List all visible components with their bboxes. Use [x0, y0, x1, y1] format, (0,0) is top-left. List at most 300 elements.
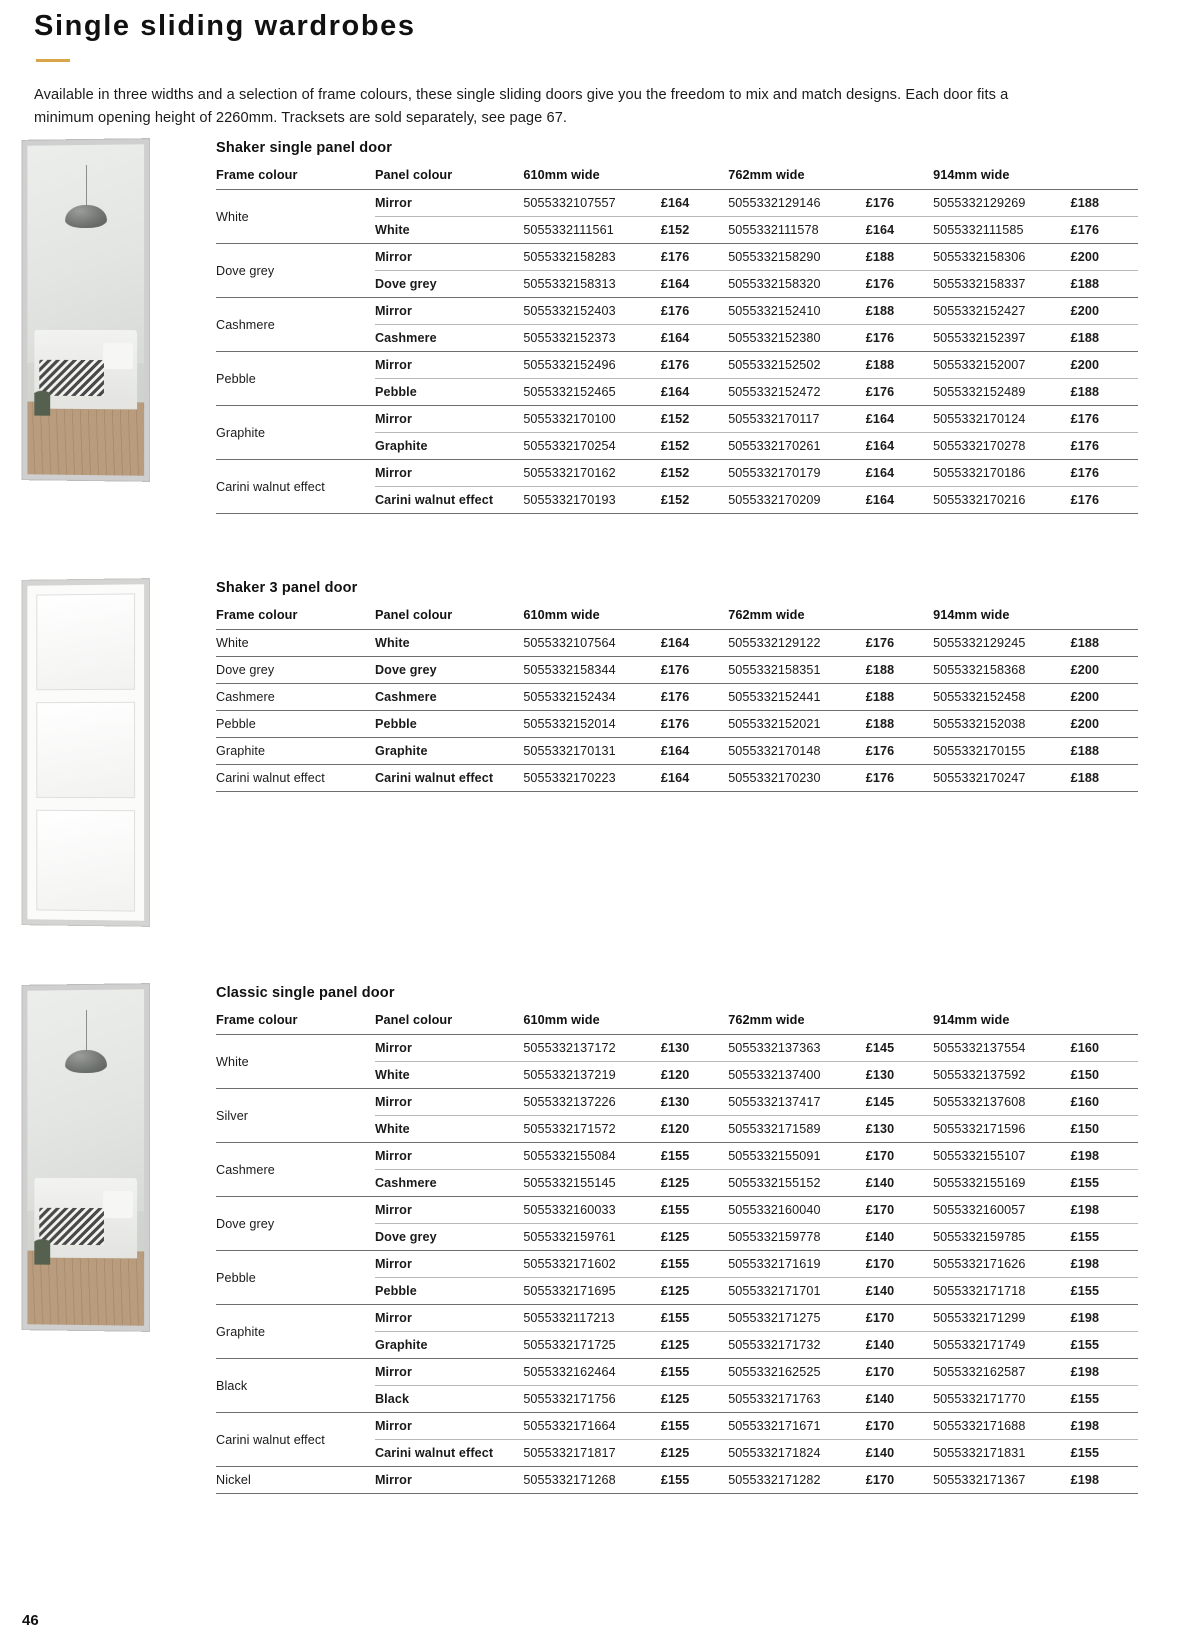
cell-price-914: £200 — [1071, 352, 1138, 379]
cell-price-762: £145 — [866, 1089, 933, 1116]
table-row — [216, 1359, 1138, 1386]
cell-code-762: 5055332137363 — [728, 1035, 866, 1062]
cell-frame-colour: Graphite — [216, 406, 375, 460]
cell-price-762: £140 — [866, 1386, 933, 1413]
cell-code-762: 5055332170117 — [728, 406, 866, 433]
cell-panel-colour: White — [375, 1062, 523, 1089]
cell-panel-colour: Mirror — [375, 1467, 523, 1494]
cell-panel-colour: Mirror — [375, 406, 523, 433]
cell-code-762: 5055332170230 — [728, 765, 866, 792]
cell-code-762: 5055332171282 — [728, 1467, 866, 1494]
cell-price-914: £188 — [1071, 379, 1138, 406]
cell-price-762: £130 — [866, 1062, 933, 1089]
cell-price-762: £170 — [866, 1197, 933, 1224]
cell-frame-colour: Cashmere — [216, 1143, 375, 1197]
cell-panel-colour: Mirror — [375, 1089, 523, 1116]
table-row — [216, 190, 1138, 217]
cell-frame-colour: Pebble — [216, 711, 375, 738]
price-table-classic-single-panel — [216, 1013, 1138, 1494]
cell-price-914: £198 — [1071, 1197, 1138, 1224]
cell-price-914: £188 — [1071, 271, 1138, 298]
cell-price-610: £152 — [661, 487, 728, 514]
cell-price-762: £188 — [866, 711, 933, 738]
cell-price-610: £155 — [661, 1197, 728, 1224]
cell-price-914: £188 — [1071, 765, 1138, 792]
cell-price-610: £125 — [661, 1224, 728, 1251]
table-body — [216, 190, 1138, 514]
cell-panel-colour: Cashmere — [375, 684, 523, 711]
cell-price-914: £188 — [1071, 325, 1138, 352]
cell-panel-colour: Cashmere — [375, 325, 523, 352]
cell-code-762: 5055332160040 — [728, 1197, 866, 1224]
cell-code-762: 5055332129122 — [728, 630, 866, 657]
cell-panel-colour: Mirror — [375, 352, 523, 379]
cell-frame-colour: Pebble — [216, 1251, 375, 1305]
cell-code-914: 5055332159785 — [933, 1224, 1071, 1251]
page-number: 46 — [22, 1612, 39, 1629]
cell-price-762: £140 — [866, 1224, 933, 1251]
cell-code-914: 5055332171367 — [933, 1467, 1071, 1494]
cell-price-610: £130 — [661, 1089, 728, 1116]
cell-price-914: £188 — [1071, 738, 1138, 765]
cell-price-762: £130 — [866, 1116, 933, 1143]
cell-code-610: 5055332162464 — [523, 1359, 661, 1386]
cell-code-762: 5055332171275 — [728, 1305, 866, 1332]
cell-code-610: 5055332152434 — [523, 684, 661, 711]
cell-code-914: 5055332137608 — [933, 1089, 1071, 1116]
cell-price-914: £176 — [1071, 217, 1138, 244]
cell-code-762: 5055332158290 — [728, 244, 866, 271]
cell-price-914: £176 — [1071, 433, 1138, 460]
cell-code-610: 5055332111561 — [523, 217, 661, 244]
cell-code-610: 5055332158283 — [523, 244, 661, 271]
cell-code-762: 5055332162525 — [728, 1359, 866, 1386]
cell-code-914: 5055332171596 — [933, 1116, 1071, 1143]
cell-code-914: 5055332155169 — [933, 1170, 1071, 1197]
cell-code-914: 5055332152458 — [933, 684, 1071, 711]
cell-code-762: 5055332137400 — [728, 1062, 866, 1089]
cell-price-914: £155 — [1071, 1224, 1138, 1251]
cell-frame-colour: White — [216, 190, 375, 244]
cell-frame-colour: Carini walnut effect — [216, 765, 375, 792]
cell-price-610: £152 — [661, 433, 728, 460]
cell-price-610: £152 — [661, 460, 728, 487]
cell-code-610: 5055332170193 — [523, 487, 661, 514]
cell-price-762: £170 — [866, 1467, 933, 1494]
table-row — [216, 738, 1138, 765]
header-762mm: 762mm wide — [728, 608, 933, 630]
cell-price-762: £164 — [866, 217, 933, 244]
cell-code-914: 5055332171749 — [933, 1332, 1071, 1359]
cell-price-610: £164 — [661, 630, 728, 657]
cell-code-762: 5055332171824 — [728, 1440, 866, 1467]
pillow-shape — [103, 343, 133, 370]
header-panel-colour: Panel colour — [375, 608, 523, 630]
pendant-lamp-cord-icon — [86, 1010, 87, 1052]
cell-code-762: 5055332152472 — [728, 379, 866, 406]
cell-code-610: 5055332171572 — [523, 1116, 661, 1143]
cell-price-762: £188 — [866, 352, 933, 379]
cell-code-914: 5055332158337 — [933, 271, 1071, 298]
cell-frame-colour: Carini walnut effect — [216, 1413, 375, 1467]
product-image-shaker-single-panel — [22, 140, 182, 480]
header-610mm: 610mm wide — [523, 608, 728, 630]
cell-price-610: £120 — [661, 1116, 728, 1143]
cell-code-914: 5055332137554 — [933, 1035, 1071, 1062]
cell-frame-colour: Pebble — [216, 352, 375, 406]
cell-price-610: £164 — [661, 765, 728, 792]
header-frame-colour: Frame colour — [216, 1013, 375, 1035]
cell-code-610: 5055332137172 — [523, 1035, 661, 1062]
cell-price-914: £198 — [1071, 1143, 1138, 1170]
cell-frame-colour: Graphite — [216, 1305, 375, 1359]
cell-frame-colour: Dove grey — [216, 657, 375, 684]
cell-code-914: 5055332170247 — [933, 765, 1071, 792]
cell-code-914: 5055332162587 — [933, 1359, 1071, 1386]
cell-price-610: £176 — [661, 684, 728, 711]
cell-code-762: 5055332170261 — [728, 433, 866, 460]
cell-price-610: £176 — [661, 657, 728, 684]
price-table-shaker-3-panel — [216, 608, 1138, 792]
table-row — [216, 1413, 1138, 1440]
cell-code-762: 5055332152380 — [728, 325, 866, 352]
cell-frame-colour: Nickel — [216, 1467, 375, 1494]
cell-code-762: 5055332152021 — [728, 711, 866, 738]
cell-price-762: £145 — [866, 1035, 933, 1062]
cell-frame-colour: Silver — [216, 1089, 375, 1143]
cell-price-914: £150 — [1071, 1062, 1138, 1089]
cell-code-610: 5055332171268 — [523, 1467, 661, 1494]
cell-code-610: 5055332152403 — [523, 298, 661, 325]
cell-code-762: 5055332111578 — [728, 217, 866, 244]
cell-price-762: £140 — [866, 1440, 933, 1467]
cell-code-762: 5055332137417 — [728, 1089, 866, 1116]
cell-price-914: £150 — [1071, 1116, 1138, 1143]
cell-panel-colour: Graphite — [375, 738, 523, 765]
cell-code-914: 5055332137592 — [933, 1062, 1071, 1089]
cell-code-914: 5055332152427 — [933, 298, 1071, 325]
cell-price-610: £155 — [661, 1359, 728, 1386]
cell-code-610: 5055332171725 — [523, 1332, 661, 1359]
cell-code-762: 5055332158320 — [728, 271, 866, 298]
mirror-door-illustration — [22, 984, 149, 1331]
cell-panel-colour: Carini walnut effect — [375, 765, 523, 792]
cell-code-610: 5055332152373 — [523, 325, 661, 352]
table-title: Shaker single panel door — [216, 140, 393, 156]
cell-price-610: £176 — [661, 711, 728, 738]
cell-panel-colour: Mirror — [375, 244, 523, 271]
cell-code-762: 5055332152502 — [728, 352, 866, 379]
cell-price-610: £155 — [661, 1251, 728, 1278]
cell-price-914: £200 — [1071, 657, 1138, 684]
cell-frame-colour: Dove grey — [216, 244, 375, 298]
cell-price-762: £140 — [866, 1278, 933, 1305]
plant-icon — [34, 372, 50, 415]
cell-code-914: 5055332152489 — [933, 379, 1071, 406]
cell-code-762: 5055332171732 — [728, 1332, 866, 1359]
cell-price-762: £164 — [866, 406, 933, 433]
product-image-shaker-3-panel — [22, 580, 182, 925]
cell-price-914: £160 — [1071, 1035, 1138, 1062]
table-row — [216, 711, 1138, 738]
cell-code-762: 5055332155091 — [728, 1143, 866, 1170]
cell-price-762: £176 — [866, 325, 933, 352]
pendant-lamp-icon — [65, 205, 107, 228]
cell-price-762: £176 — [866, 190, 933, 217]
title-accent-rule — [36, 59, 70, 62]
cell-code-914: 5055332171299 — [933, 1305, 1071, 1332]
cell-panel-colour: Mirror — [375, 1035, 523, 1062]
table-row — [216, 352, 1138, 379]
cell-code-762: 5055332171763 — [728, 1386, 866, 1413]
cell-code-762: 5055332155152 — [728, 1170, 866, 1197]
pillow-shape — [103, 1191, 133, 1218]
cell-code-610: 5055332137226 — [523, 1089, 661, 1116]
cell-panel-colour: Mirror — [375, 1413, 523, 1440]
cell-code-762: 5055332158351 — [728, 657, 866, 684]
table-row — [216, 1305, 1138, 1332]
cell-code-914: 5055332171718 — [933, 1278, 1071, 1305]
cell-code-610: 5055332170131 — [523, 738, 661, 765]
cell-frame-colour: Dove grey — [216, 1197, 375, 1251]
cell-code-610: 5055332159761 — [523, 1224, 661, 1251]
section-shaker-single-panel-door — [0, 140, 1186, 514]
cell-price-914: £200 — [1071, 684, 1138, 711]
section-classic-single-panel-door — [0, 985, 1186, 1494]
cell-price-610: £125 — [661, 1170, 728, 1197]
cell-code-914: 5055332152038 — [933, 711, 1071, 738]
cell-code-762: 5055332170209 — [728, 487, 866, 514]
cell-code-762: 5055332152441 — [728, 684, 866, 711]
table-row — [216, 1467, 1138, 1494]
cell-price-610: £125 — [661, 1332, 728, 1359]
table-block-1 — [216, 140, 1186, 514]
table-block-3 — [216, 985, 1186, 1494]
cell-price-762: £170 — [866, 1359, 933, 1386]
cell-frame-colour: Cashmere — [216, 684, 375, 711]
cell-code-914: 5055332111585 — [933, 217, 1071, 244]
header-914mm: 914mm wide — [933, 1013, 1138, 1035]
cell-panel-colour: Carini walnut effect — [375, 1440, 523, 1467]
cell-price-610: £155 — [661, 1467, 728, 1494]
cell-code-762: 5055332170179 — [728, 460, 866, 487]
table-row — [216, 1251, 1138, 1278]
cell-price-610: £164 — [661, 325, 728, 352]
cell-code-914: 5055332170124 — [933, 406, 1071, 433]
table-header-row — [216, 1013, 1138, 1035]
cell-price-914: £188 — [1071, 190, 1138, 217]
table-row — [216, 460, 1138, 487]
table-row — [216, 406, 1138, 433]
cell-price-914: £155 — [1071, 1278, 1138, 1305]
door-pane-top — [36, 593, 135, 690]
cell-code-762: 5055332171619 — [728, 1251, 866, 1278]
cell-code-914: 5055332160057 — [933, 1197, 1071, 1224]
table-row — [216, 1035, 1138, 1062]
cell-code-610: 5055332170223 — [523, 765, 661, 792]
cell-panel-colour: Graphite — [375, 1332, 523, 1359]
cell-price-762: £170 — [866, 1413, 933, 1440]
table-row — [216, 657, 1138, 684]
cell-price-762: £140 — [866, 1170, 933, 1197]
header-frame-colour: Frame colour — [216, 168, 375, 190]
cell-panel-colour: White — [375, 630, 523, 657]
table-row — [216, 1089, 1138, 1116]
header-762mm: 762mm wide — [728, 168, 933, 190]
cell-price-610: £152 — [661, 406, 728, 433]
cell-code-610: 5055332171817 — [523, 1440, 661, 1467]
cell-code-610: 5055332171695 — [523, 1278, 661, 1305]
cell-code-610: 5055332137219 — [523, 1062, 661, 1089]
cell-code-610: 5055332117213 — [523, 1305, 661, 1332]
pendant-lamp-icon — [65, 1050, 107, 1073]
mirror-reflection-scene — [27, 144, 144, 476]
cell-price-914: £188 — [1071, 630, 1138, 657]
cell-price-762: £176 — [866, 738, 933, 765]
cell-price-610: £164 — [661, 738, 728, 765]
cell-panel-colour: Mirror — [375, 298, 523, 325]
cell-price-914: £198 — [1071, 1467, 1138, 1494]
cell-code-610: 5055332170100 — [523, 406, 661, 433]
table-title: Shaker 3 panel door — [216, 580, 358, 596]
cell-price-914: £176 — [1071, 460, 1138, 487]
cell-code-610: 5055332152465 — [523, 379, 661, 406]
product-image-classic-single-panel — [22, 985, 182, 1330]
cell-price-914: £198 — [1071, 1251, 1138, 1278]
header-frame-colour: Frame colour — [216, 608, 375, 630]
cell-code-914: 5055332171831 — [933, 1440, 1071, 1467]
cell-price-610: £164 — [661, 190, 728, 217]
table-row — [216, 765, 1138, 792]
table-header-row — [216, 608, 1138, 630]
cell-price-914: £198 — [1071, 1305, 1138, 1332]
cell-panel-colour: Dove grey — [375, 271, 523, 298]
cell-price-610: £130 — [661, 1035, 728, 1062]
cell-code-762: 5055332170148 — [728, 738, 866, 765]
cell-code-914: 5055332158306 — [933, 244, 1071, 271]
cell-price-610: £125 — [661, 1386, 728, 1413]
cell-price-762: £170 — [866, 1143, 933, 1170]
cell-price-914: £200 — [1071, 244, 1138, 271]
three-panel-door-illustration — [22, 579, 149, 926]
cell-price-762: £188 — [866, 298, 933, 325]
cell-panel-colour: Dove grey — [375, 657, 523, 684]
door-pane-middle — [36, 702, 135, 798]
page-header — [0, 0, 1200, 129]
cell-panel-colour: Mirror — [375, 1251, 523, 1278]
cell-price-610: £155 — [661, 1143, 728, 1170]
cell-code-610: 5055332160033 — [523, 1197, 661, 1224]
header-610mm: 610mm wide — [523, 1013, 728, 1035]
cell-code-762: 5055332171671 — [728, 1413, 866, 1440]
cell-code-914: 5055332155107 — [933, 1143, 1071, 1170]
cell-panel-colour: Mirror — [375, 190, 523, 217]
cell-code-762: 5055332171701 — [728, 1278, 866, 1305]
cell-panel-colour: Pebble — [375, 1278, 523, 1305]
cell-price-914: £160 — [1071, 1089, 1138, 1116]
cell-price-610: £152 — [661, 217, 728, 244]
cell-code-914: 5055332170278 — [933, 433, 1071, 460]
intro-paragraph: Available in three widths and a selection of frame colours, these single sliding doors give you the freedom to mix and match designs. Each door fits a minimum opening height of 2260mm. Tracksets are sold separately, see page 67. — [34, 87, 1009, 126]
table-row — [216, 684, 1138, 711]
cell-code-610: 5055332155145 — [523, 1170, 661, 1197]
cell-price-914: £198 — [1071, 1413, 1138, 1440]
cell-frame-colour: Cashmere — [216, 298, 375, 352]
cell-panel-colour: Mirror — [375, 1197, 523, 1224]
cell-code-914: 5055332152007 — [933, 352, 1071, 379]
cell-price-610: £164 — [661, 379, 728, 406]
cell-code-610: 5055332155084 — [523, 1143, 661, 1170]
cell-code-610: 5055332152014 — [523, 711, 661, 738]
header-914mm: 914mm wide — [933, 168, 1138, 190]
cell-frame-colour: White — [216, 630, 375, 657]
door-pane-bottom — [36, 810, 135, 912]
price-table-shaker-single-panel — [216, 168, 1138, 514]
table-title: Classic single panel door — [216, 985, 395, 1001]
cell-price-762: £176 — [866, 765, 933, 792]
cell-price-610: £125 — [661, 1278, 728, 1305]
section-shaker-3-panel-door — [0, 580, 1186, 925]
cell-code-610: 5055332152496 — [523, 352, 661, 379]
cell-price-914: £198 — [1071, 1359, 1138, 1386]
table-row — [216, 1143, 1138, 1170]
cell-panel-colour: Pebble — [375, 379, 523, 406]
cell-code-762: 5055332152410 — [728, 298, 866, 325]
cell-frame-colour: Black — [216, 1359, 375, 1413]
cell-code-610: 5055332171602 — [523, 1251, 661, 1278]
table-row — [216, 1197, 1138, 1224]
cell-price-610: £176 — [661, 352, 728, 379]
cell-price-914: £200 — [1071, 711, 1138, 738]
cell-code-914: 5055332152397 — [933, 325, 1071, 352]
cell-frame-colour: Graphite — [216, 738, 375, 765]
cell-panel-colour: Mirror — [375, 1305, 523, 1332]
cell-price-914: £155 — [1071, 1440, 1138, 1467]
cell-code-762: 5055332171589 — [728, 1116, 866, 1143]
cell-code-914: 5055332158368 — [933, 657, 1071, 684]
table-row — [216, 244, 1138, 271]
table-header-row — [216, 168, 1138, 190]
cell-price-914: £155 — [1071, 1332, 1138, 1359]
page-title: Single sliding wardrobes — [34, 10, 416, 42]
table-block-2 — [216, 580, 1186, 792]
cell-price-762: £164 — [866, 487, 933, 514]
cell-panel-colour: Cashmere — [375, 1170, 523, 1197]
cell-code-914: 5055332171770 — [933, 1386, 1071, 1413]
cell-price-762: £170 — [866, 1305, 933, 1332]
cell-panel-colour: Graphite — [375, 433, 523, 460]
header-762mm: 762mm wide — [728, 1013, 933, 1035]
table-row — [216, 298, 1138, 325]
pendant-lamp-cord-icon — [86, 165, 87, 207]
cell-price-610: £125 — [661, 1440, 728, 1467]
cell-price-762: £188 — [866, 244, 933, 271]
cell-panel-colour: Mirror — [375, 1143, 523, 1170]
cell-code-914: 5055332129269 — [933, 190, 1071, 217]
cell-price-914: £176 — [1071, 487, 1138, 514]
cell-price-610: £155 — [661, 1413, 728, 1440]
cell-code-610: 5055332107557 — [523, 190, 661, 217]
cell-frame-colour: White — [216, 1035, 375, 1089]
cell-code-914: 5055332170216 — [933, 487, 1071, 514]
cell-code-914: 5055332171626 — [933, 1251, 1071, 1278]
cell-price-610: £155 — [661, 1305, 728, 1332]
cell-code-762: 5055332159778 — [728, 1224, 866, 1251]
cell-code-762: 5055332129146 — [728, 190, 866, 217]
cell-price-762: £140 — [866, 1332, 933, 1359]
cell-code-610: 5055332107564 — [523, 630, 661, 657]
cell-code-610: 5055332170162 — [523, 460, 661, 487]
